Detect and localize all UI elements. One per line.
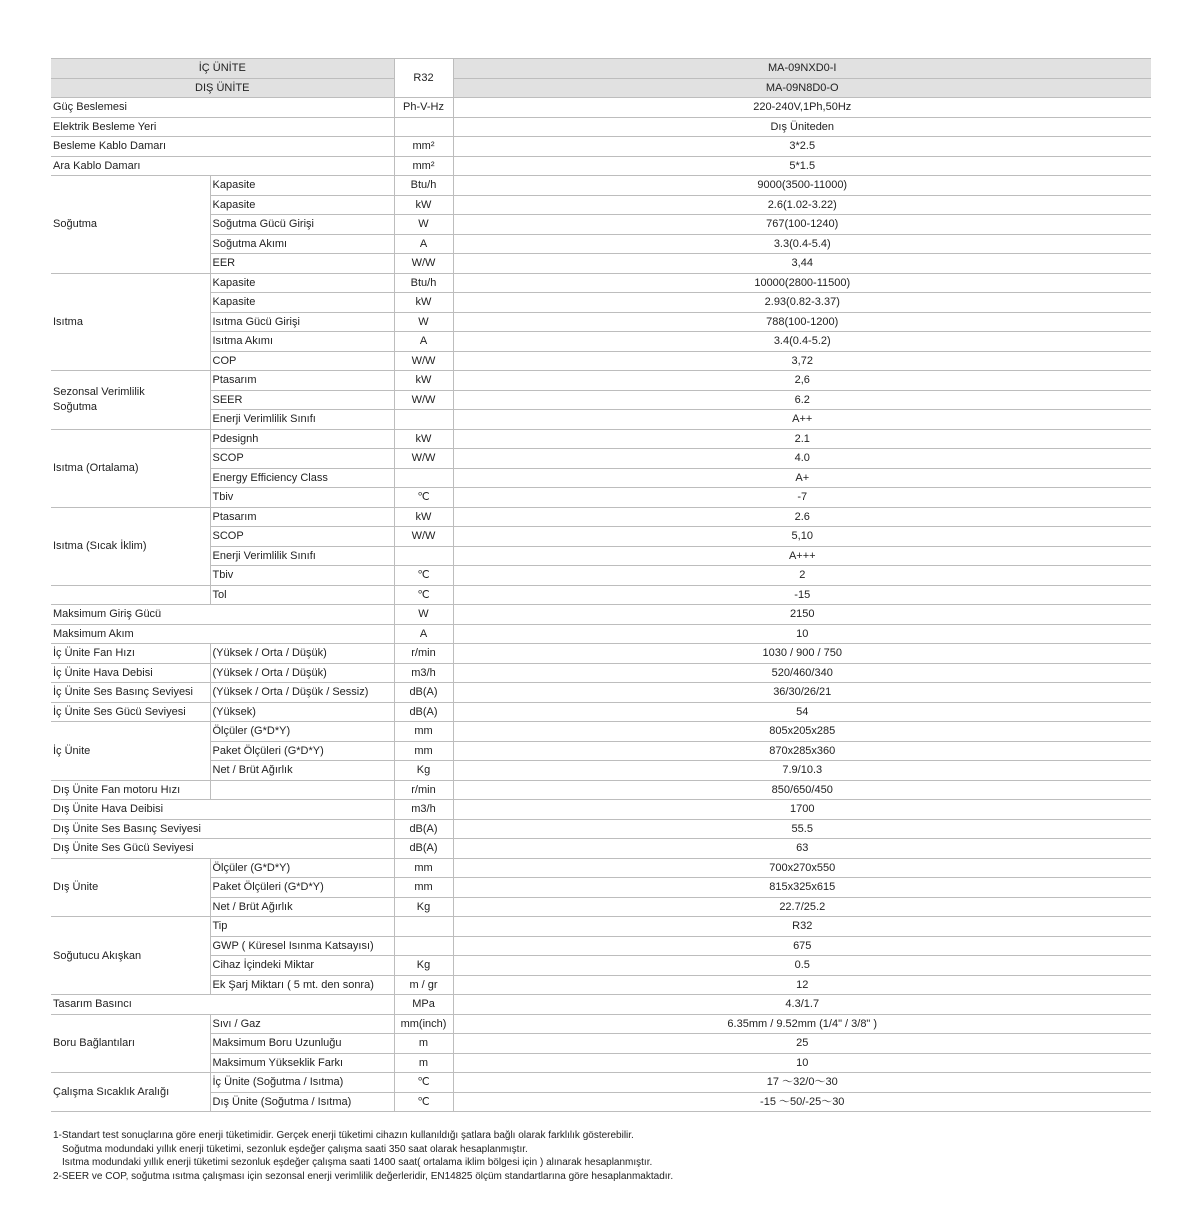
row-sublabel: COP xyxy=(210,351,394,371)
row-sublabel: GWP ( Küresel Isınma Katsayısı) xyxy=(210,936,394,956)
row-unit: mm(inch) xyxy=(394,1014,453,1034)
row-sublabel: Net / Brüt Ağırlık xyxy=(210,897,394,917)
table-row xyxy=(51,800,1151,820)
footnotes xyxy=(53,1129,673,1183)
row-value: 3,72 xyxy=(453,351,1151,371)
row-value: 2.1 xyxy=(453,429,1151,449)
outdoor-model: MA-09N8D0-O xyxy=(453,78,1151,98)
row-unit: W xyxy=(394,215,453,235)
indoor-model: MA-09NXD0-I xyxy=(453,59,1151,79)
row-sublabel: Cihaz İçindeki Miktar xyxy=(210,956,394,976)
row-unit: r/min xyxy=(394,644,453,664)
row-unit: dB(A) xyxy=(394,839,453,859)
group-label-indoor-unit: İç Ünite xyxy=(51,722,210,781)
row-unit: Kg xyxy=(394,956,453,976)
row-value: 220-240V,1Ph,50Hz xyxy=(453,98,1151,118)
row-value: 10000(2800-11500) xyxy=(453,273,1151,293)
row-sublabel: Tbiv xyxy=(210,566,394,586)
table-row xyxy=(51,449,1151,469)
row-unit: mm xyxy=(394,878,453,898)
refrigerant-header: R32 xyxy=(394,59,453,98)
row-unit: ℃ xyxy=(394,1073,453,1093)
table-row xyxy=(51,975,1151,995)
row-sublabel: Tip xyxy=(210,917,394,937)
table-row xyxy=(51,761,1151,781)
group-label-seasonal-cooling xyxy=(51,371,210,430)
indoor-unit-header: İÇ ÜNİTE xyxy=(51,59,394,79)
row-unit: MPa xyxy=(394,995,453,1015)
row-unit: Btu/h xyxy=(394,176,453,196)
table-row xyxy=(51,351,1151,371)
row-sublabel: Paket Ölçüleri (G*D*Y) xyxy=(210,741,394,761)
group-label-operating-range: Çalışma Sıcaklık Aralığı xyxy=(51,1073,210,1112)
table-row xyxy=(51,117,1151,137)
table-row xyxy=(51,1034,1151,1054)
row-sublabel: Kapasite xyxy=(210,273,394,293)
row-sublabel: Maksimum Boru Uzunluğu xyxy=(210,1034,394,1054)
row-label: İç Ünite Fan Hızı xyxy=(51,644,210,664)
row-value: 5,10 xyxy=(453,527,1151,547)
table-row xyxy=(51,527,1151,547)
row-sublabel: (Yüksek / Orta / Düşük) xyxy=(210,644,394,664)
row-value: 788(100-1200) xyxy=(453,312,1151,332)
row-label: Tasarım Basıncı xyxy=(51,995,394,1015)
table-row xyxy=(51,917,1151,937)
row-unit: W/W xyxy=(394,351,453,371)
row-unit: mm xyxy=(394,741,453,761)
row-sublabel: SCOP xyxy=(210,449,394,469)
table-row xyxy=(51,936,1151,956)
row-sublabel: Kapasite xyxy=(210,195,394,215)
table-row xyxy=(51,1092,1151,1112)
row-sublabel: Isıtma Akımı xyxy=(210,332,394,352)
table-row xyxy=(51,429,1151,449)
group-label-line: Soğutma xyxy=(53,400,98,413)
row-value: 6.35mm / 9.52mm (1/4" / 3/8" ) xyxy=(453,1014,1151,1034)
table-row xyxy=(51,468,1151,488)
row-unit: kW xyxy=(394,293,453,313)
table-row xyxy=(51,839,1151,859)
row-label: Maksimum Giriş Gücü xyxy=(51,605,394,625)
row-value: 0.5 xyxy=(453,956,1151,976)
row-unit: W xyxy=(394,605,453,625)
row-unit: kW xyxy=(394,429,453,449)
table-row xyxy=(51,566,1151,586)
row-label: İç Ünite Hava Debisi xyxy=(51,663,210,683)
row-unit: ℃ xyxy=(394,585,453,605)
table-row xyxy=(51,293,1151,313)
row-value: 850/650/450 xyxy=(453,780,1151,800)
row-value: 3*2.5 xyxy=(453,137,1151,157)
footnote: Isıtma modundaki yıllık enerji tüketimi sezonluk eşdeğer çalışma saati 1400 saat( ortalama iklim bölgesi için ) alınarak hesaplanmıştır. xyxy=(62,1157,653,1168)
group-label-heating: Isıtma xyxy=(51,273,210,371)
row-label: Dış Ünite Ses Basınç Seviyesi xyxy=(51,819,394,839)
row-unit: m / gr xyxy=(394,975,453,995)
table-row xyxy=(51,215,1151,235)
group-label-outdoor-unit: Dış Ünite xyxy=(51,858,210,917)
row-value: 3,44 xyxy=(453,254,1151,274)
row-value: -7 xyxy=(453,488,1151,508)
row-value: 10 xyxy=(453,624,1151,644)
row-value: 17 ～32/0～30 xyxy=(453,1073,1151,1093)
row-unit: ℃ xyxy=(394,566,453,586)
group-label-line: Sezonsal Verimlilik xyxy=(53,385,145,398)
row-unit: W/W xyxy=(394,254,453,274)
row-sublabel: Tol xyxy=(210,585,394,605)
row-unit: kW xyxy=(394,507,453,527)
row-sublabel: Sıvı / Gaz xyxy=(210,1014,394,1034)
row-unit: m xyxy=(394,1034,453,1054)
row-sublabel: (Yüksek) xyxy=(210,702,394,722)
table-row xyxy=(51,780,1151,800)
row-unit: dB(A) xyxy=(394,683,453,703)
row-sublabel: İç Ünite (Soğutma / Isıtma) xyxy=(210,1073,394,1093)
row-sublabel: Net / Brüt Ağırlık xyxy=(210,761,394,781)
row-label: İç Ünite Ses Basınç Seviyesi xyxy=(51,683,210,703)
table-row xyxy=(51,702,1151,722)
table-row xyxy=(51,624,1151,644)
row-sublabel: SCOP xyxy=(210,527,394,547)
footnote: Soğutma modundaki yıllık enerji tüketimi, sezonluk eşdeğer çalışma saati 350 saat olarak hesaplanmıştır. xyxy=(62,1143,528,1155)
group-label-cooling: Soğutma xyxy=(51,176,210,274)
table-row xyxy=(51,507,1151,527)
table-row xyxy=(51,254,1151,274)
row-unit: Ph-V-Hz xyxy=(394,98,453,118)
row-sublabel: Enerji Verimlilik Sınıfı xyxy=(210,410,394,430)
table-row xyxy=(51,878,1151,898)
row-unit xyxy=(394,410,453,430)
row-sublabel: Ptasarım xyxy=(210,507,394,527)
row-value: 3.4(0.4-5.2) xyxy=(453,332,1151,352)
row-label: Dış Ünite Ses Gücü Seviyesi xyxy=(51,839,394,859)
table-row xyxy=(51,897,1151,917)
row-value: 5*1.5 xyxy=(453,156,1151,176)
row-value: 815x325x615 xyxy=(453,878,1151,898)
table-row xyxy=(51,858,1151,878)
row-unit: W/W xyxy=(394,449,453,469)
row-value: 767(100-1240) xyxy=(453,215,1151,235)
row-sublabel: Soğutma Akımı xyxy=(210,234,394,254)
row-unit: Kg xyxy=(394,897,453,917)
row-label: İç Ünite Ses Gücü Seviyesi xyxy=(51,702,210,722)
row-unit: r/min xyxy=(394,780,453,800)
row-value: 12 xyxy=(453,975,1151,995)
row-sublabel: Pdesignh xyxy=(210,429,394,449)
row-sublabel: EER xyxy=(210,254,394,274)
row-sublabel: Kapasite xyxy=(210,293,394,313)
row-unit: A xyxy=(394,332,453,352)
row-sublabel xyxy=(210,780,394,800)
group-label-heating-warm: Isıtma (Sıcak İklim) xyxy=(51,507,210,585)
table-row xyxy=(51,273,1151,293)
row-unit: W xyxy=(394,312,453,332)
row-unit: m xyxy=(394,1053,453,1073)
row-sublabel: Ptasarım xyxy=(210,371,394,391)
row-unit xyxy=(394,917,453,937)
group-label-piping: Boru Bağlantıları xyxy=(51,1014,210,1073)
row-value: 870x285x360 xyxy=(453,741,1151,761)
row-label xyxy=(51,585,210,605)
row-value: 9000(3500-11000) xyxy=(453,176,1151,196)
row-unit: dB(A) xyxy=(394,819,453,839)
row-label: Besleme Kablo Damarı xyxy=(51,137,394,157)
row-unit xyxy=(394,546,453,566)
header-row-outdoor xyxy=(51,78,1151,98)
row-value: 675 xyxy=(453,936,1151,956)
row-value: 700x270x550 xyxy=(453,858,1151,878)
row-label: Dış Ünite Hava Deibisi xyxy=(51,800,394,820)
row-unit: mm² xyxy=(394,137,453,157)
row-value: 2.6 xyxy=(453,507,1151,527)
row-unit: kW xyxy=(394,371,453,391)
row-sublabel: Soğutma Gücü Girişi xyxy=(210,215,394,235)
row-unit: Kg xyxy=(394,761,453,781)
row-unit: kW xyxy=(394,195,453,215)
row-label: Maksimum Akım xyxy=(51,624,394,644)
row-value: 4.3/1.7 xyxy=(453,995,1151,1015)
row-value: 54 xyxy=(453,702,1151,722)
row-sublabel: Maksimum Yükseklik Farkı xyxy=(210,1053,394,1073)
row-value: Dış Üniteden xyxy=(453,117,1151,137)
table-row xyxy=(51,1014,1151,1034)
footnote: 1-Standart test sonuçlarına göre enerji tüketimidir. Gerçek enerji tüketimi cihazın kullanıldığı şatlara bağlı olarak farklılık gösterebilir. xyxy=(53,1130,634,1141)
table-row xyxy=(51,819,1151,839)
row-unit: A xyxy=(394,624,453,644)
row-label: Ara Kablo Damarı xyxy=(51,156,394,176)
table-row xyxy=(51,371,1151,391)
row-value: -15 xyxy=(453,585,1151,605)
row-value: 63 xyxy=(453,839,1151,859)
row-unit: mm xyxy=(394,722,453,742)
row-sublabel: Tbiv xyxy=(210,488,394,508)
row-sublabel: Ek Şarj Miktarı ( 5 mt. den sonra) xyxy=(210,975,394,995)
row-label: Dış Ünite Fan motoru Hızı xyxy=(51,780,210,800)
row-label: Güç Beslemesi xyxy=(51,98,394,118)
table-row xyxy=(51,683,1151,703)
row-value: 6.2 xyxy=(453,390,1151,410)
row-value: 1700 xyxy=(453,800,1151,820)
table-row xyxy=(51,956,1151,976)
row-unit: dB(A) xyxy=(394,702,453,722)
row-unit: Btu/h xyxy=(394,273,453,293)
table-row xyxy=(51,488,1151,508)
row-sublabel: Isıtma Gücü Girişi xyxy=(210,312,394,332)
row-value: 36/30/26/21 xyxy=(453,683,1151,703)
table-row xyxy=(51,312,1151,332)
row-value: 520/460/340 xyxy=(453,663,1151,683)
row-sublabel: (Yüksek / Orta / Düşük) xyxy=(210,663,394,683)
row-value: A+ xyxy=(453,468,1151,488)
row-unit: W/W xyxy=(394,527,453,547)
table-row xyxy=(51,995,1151,1015)
table-row xyxy=(51,332,1151,352)
row-unit: mm xyxy=(394,858,453,878)
footnote: 2-SEER ve COP, soğutma ısıtma çalışması için sezonsal enerji verimlilik değerleridir, EN14825 ölçüm standartlarına göre hesaplanmaktadır. xyxy=(53,1170,674,1182)
table-row xyxy=(51,390,1151,410)
table-row xyxy=(51,176,1151,196)
row-unit xyxy=(394,468,453,488)
row-label: Elektrik Besleme Yeri xyxy=(51,117,394,137)
table-row xyxy=(51,546,1151,566)
row-value: 2150 xyxy=(453,605,1151,625)
header-row-indoor xyxy=(51,59,1151,79)
row-value: -15 ～50/-25～30 xyxy=(453,1092,1151,1112)
row-value: 22.7/25.2 xyxy=(453,897,1151,917)
row-sublabel: Ölçüler (G*D*Y) xyxy=(210,858,394,878)
row-sublabel: Enerji Verimlilik Sınıfı xyxy=(210,546,394,566)
row-value: R32 xyxy=(453,917,1151,937)
row-value: 4.0 xyxy=(453,449,1151,469)
row-unit xyxy=(394,117,453,137)
row-sublabel: Paket Ölçüleri (G*D*Y) xyxy=(210,878,394,898)
table-row xyxy=(51,410,1151,430)
row-value: 3.3(0.4-5.4) xyxy=(453,234,1151,254)
table-row xyxy=(51,741,1151,761)
row-value: 2 xyxy=(453,566,1151,586)
row-sublabel: Ölçüler (G*D*Y) xyxy=(210,722,394,742)
table-row xyxy=(51,585,1151,605)
specifications-table xyxy=(51,58,1151,1112)
row-value: 55.5 xyxy=(453,819,1151,839)
row-value: 2.6(1.02-3.22) xyxy=(453,195,1151,215)
row-sublabel: Kapasite xyxy=(210,176,394,196)
table-row xyxy=(51,137,1151,157)
group-label-refrigerant: Soğutucu Akışkan xyxy=(51,917,210,995)
table-row xyxy=(51,195,1151,215)
row-unit xyxy=(394,936,453,956)
row-value: 1030 / 900 / 750 xyxy=(453,644,1151,664)
row-value: 25 xyxy=(453,1034,1151,1054)
row-unit: ℃ xyxy=(394,488,453,508)
row-value: 2.93(0.82-3.37) xyxy=(453,293,1151,313)
table-row xyxy=(51,1073,1151,1093)
row-value: 7.9/10.3 xyxy=(453,761,1151,781)
row-unit: A xyxy=(394,234,453,254)
row-value: A++ xyxy=(453,410,1151,430)
outdoor-unit-header: DIŞ ÜNİTE xyxy=(51,78,394,98)
table-row xyxy=(51,234,1151,254)
table-row xyxy=(51,644,1151,664)
row-sublabel: SEER xyxy=(210,390,394,410)
table-row xyxy=(51,722,1151,742)
table-row xyxy=(51,663,1151,683)
group-label-heating-average: Isıtma (Ortalama) xyxy=(51,429,210,507)
row-sublabel: (Yüksek / Orta / Düşük / Sessiz) xyxy=(210,683,394,703)
row-unit: m3/h xyxy=(394,800,453,820)
row-value: 2,6 xyxy=(453,371,1151,391)
table-row xyxy=(51,156,1151,176)
row-value: A+++ xyxy=(453,546,1151,566)
table-row xyxy=(51,98,1151,118)
row-value: 805x205x285 xyxy=(453,722,1151,742)
table-row xyxy=(51,605,1151,625)
row-value: 10 xyxy=(453,1053,1151,1073)
row-unit: ℃ xyxy=(394,1092,453,1112)
row-sublabel: Energy Efficiency Class xyxy=(210,468,394,488)
row-unit: m3/h xyxy=(394,663,453,683)
row-unit: mm² xyxy=(394,156,453,176)
row-sublabel: Dış Ünite (Soğutma / Isıtma) xyxy=(210,1092,394,1112)
row-unit: W/W xyxy=(394,390,453,410)
table-row xyxy=(51,1053,1151,1073)
